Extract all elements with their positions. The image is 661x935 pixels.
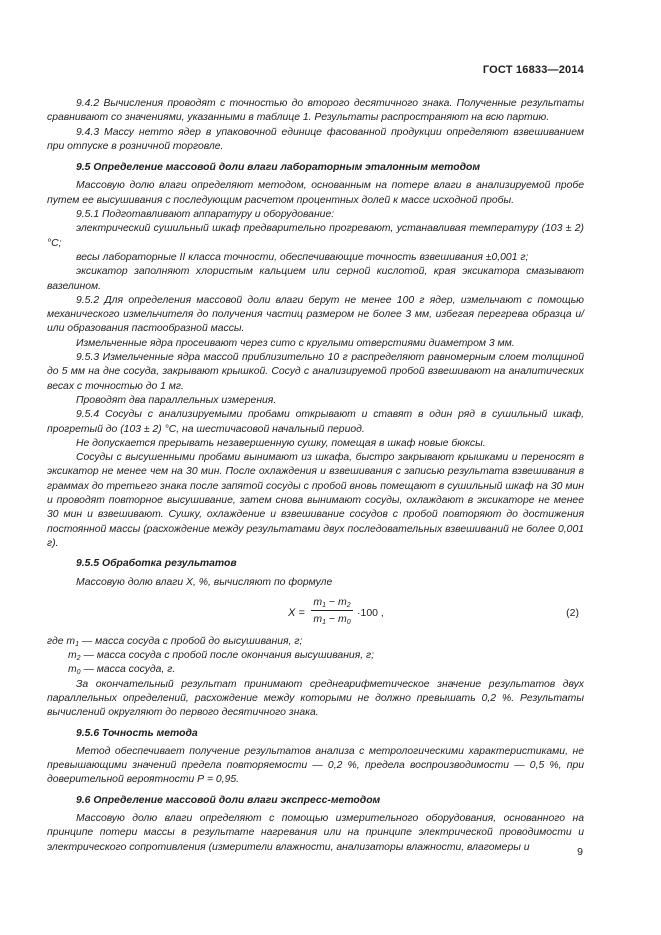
paragraph-desiccator: эксикатор заполняют хлористым кальцием или серной кислотой, края эксикатора смазывают вазелином. [47, 266, 584, 292]
paragraph-accuracy: Метод обеспечивает получение результатов анализа с метрологическими характеристиками, не превышающими значений предела повторяемости — 0,2 %, предела воспроизводимости — 0,5 %, при доверительной вероятности Р = 0,95. [47, 745, 584, 786]
paragraph-method-intro: Массовую долю влаги определяют методом, основанным на потере влаги в анализируемой пробе путем ее высушивания с последующим расчетом процентных долей к массе исходной пробы. [47, 180, 584, 206]
document-body [47, 97, 584, 855]
formula-numerator: $m_1 - m_2$ [313, 595, 351, 609]
where-m2: $m_2$ — масса сосуда с пробой после окончания высушивания, г; [68, 650, 375, 663]
paragraph-9-5-3: 9.5.3 Измельченные ядра массой приблизительно 10 г распределяют равномерным слоем толщиной до 5 мм на дне сосуда, закрывают крышкой. Сосуд с анализируемой пробой взвешивают на аналитических весах с точностью до 1 мг. [47, 352, 584, 392]
page-number: 9 [577, 846, 583, 858]
paragraph-drying-oven: электрический сушильный шкаф предварительно прогревают, устанавливая температуру (103 ± 2) °С; [47, 223, 584, 249]
standard-header: ГОСТ 16833—2014 [482, 64, 584, 76]
fraction-bar [311, 610, 353, 611]
section-heading-9-6: 9.6 Определение массовой доли влаги экспресс-методом [76, 794, 381, 806]
paragraph-dried-samples: Сосуды с высушенными пробами вынимают из шкафа, быстро закрывают крышками и переносят в эксикатор не менее чем на 30 мин. После охлаждения и взвешивания с записью результата взвешивания в граммах до третьего знака после запятой сосуды с пробой вновь помещают в сушильный шкаф на 30 мин и проводят повторное высушивание, затем снова вынимают сосуды, охлаждают в эксикаторе не менее 30 мин и взвешивают. Сушку, охлаждение и взвешивание сосудов с пробой повторяют до достижения постоянной массы (расхождение между результатами двух последовательных взвешиваний не более 0,001 г). [47, 452, 584, 549]
formula-denominator: $m_1 - m_0$ [313, 612, 351, 626]
paragraph-sieve: Измельченные ядра просеивают через сито с круглыми отверстиями диаметром 3 мм. [76, 337, 515, 349]
paragraph-parallel: Проводят два параллельных измерения. [76, 394, 277, 406]
paragraph-9-5-2: 9.5.2 Для определения массовой доли влаги берут не менее 100 г ядер, измельчают с помощью механического измельчителя до получения частиц размером не более 3 мм, избегая перегрева образца и/или образования пастообразной массы. [47, 294, 584, 335]
paragraph-express-method: Массовую долю влаги определяют с помощью измерительного оборудования, основанного на принципе потери массы в результате нагревания или на принципе электрической проводимости и электрического сопротивления (измерители влажности, анализаторы влажности, влагомеры и [47, 813, 584, 853]
paragraph-no-interrupt: Не допускается прерывать незавершенную сушку, помещая в шкаф новые бюксы. [76, 437, 486, 449]
formula-fraction [311, 596, 353, 626]
formula-multiplier: ·100 , [357, 606, 384, 619]
paragraph-scales: весы лабораторные II класса точности, обеспечивающие точность взвешивания ±0,001 г; [76, 251, 529, 263]
paragraph-9-4-3: 9.4.3 Массу нетто ядер в упаковочной единице фасованной продукции определяют взвешиванием при отпуске в розничной торговле. [47, 126, 584, 152]
formula-intro: Массовую долю влаги Х, %, вычисляют по формуле [76, 576, 333, 588]
moisture-formula [47, 594, 584, 634]
section-heading-9-5-6: 9.5.6 Точность метода [76, 727, 198, 739]
where-m0: $m_0$ — масса сосуда, г. [68, 664, 176, 677]
paragraph-9-4-2: 9.4.2 Вычисления проводят с точностью до второго десятичного знака. Полученные результаты сравнивают со значениями, указанными в таблице 1. Результаты распространяют на всю партию. [47, 98, 584, 124]
paragraph-9-5-1: 9.5.1 Подготавливают аппаратуру и оборудование: [76, 209, 335, 221]
paragraph-9-5-4: 9.5.4 Сосуды с анализируемыми пробами открывают и ставят в один ряд в сушильный шкаф, прогретый до (103 ± 2) °С, на шестичасовой начальный период. [47, 409, 584, 435]
where-m1: где $m_1$ — масса сосуда с пробой до высушивания, г; [47, 635, 303, 648]
paragraph-final-result: За окончательный результат принимают среднеарифметическое значение результатов двух параллельных определений, расхождение между которыми не должно превышать 0,2 %. Результаты вычислений округляют до первого десятичного знака. [47, 678, 584, 719]
formula-number: (2) [566, 606, 579, 619]
section-heading-9-5: 9.5 Определение массовой доли влаги лабораторным эталонным методом [76, 162, 481, 174]
section-heading-9-5-5: 9.5.5 Обработка результатов [76, 558, 237, 570]
formula-lhs: X = [288, 606, 305, 619]
